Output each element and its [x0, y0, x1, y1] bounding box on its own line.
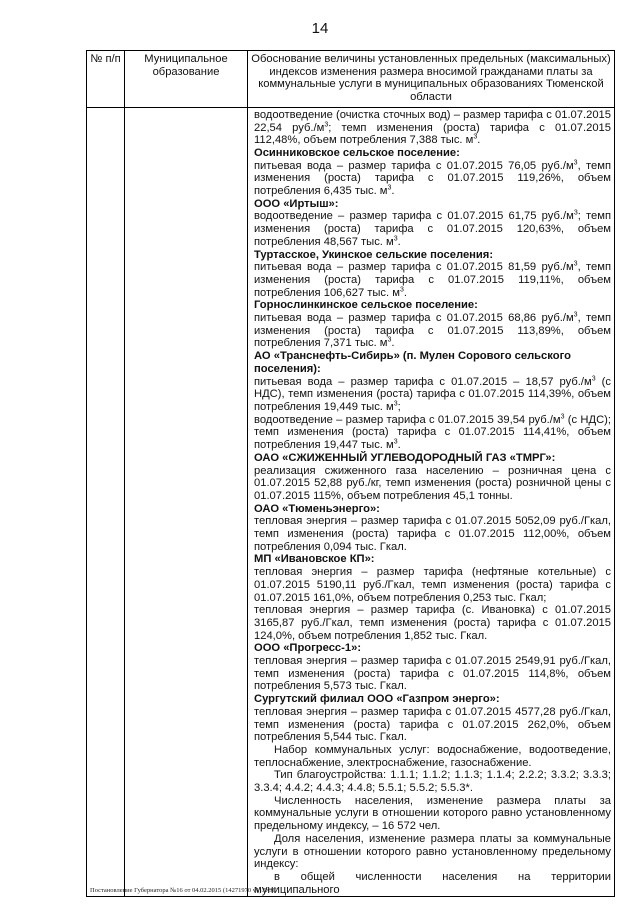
tariff-paragraph: тепловая энергия – размер тарифа с 01.07.2015 5052,09 руб./Гкал, темп изменения (роста) тарифа с 01.07.2015 112,00%, объем потребления 0,094 тыс. Гкал. [254, 515, 611, 553]
organization-heading: ОАО «Тюменьэнерго»: [254, 502, 380, 515]
page-number: 14 [311, 20, 329, 37]
organization-heading: ООО «Иртыш»: [254, 197, 339, 210]
tariff-paragraph: Набор коммунальных услуг: водоснабжение, водоотведение, теплоснабжение, электроснабжение, газоснабжение. [254, 743, 611, 769]
organization-heading: Осинниковское сельское поселение: [254, 146, 460, 159]
justification-cell [248, 107, 615, 897]
tariff-paragraph: тепловая энергия – размер тарифа с 01.07.2015 2549,91 руб./Гкал, темп изменения (роста) тарифа с 01.07.2015 114,8%, объем потребления 5,573 тыс. Гкал. [254, 655, 611, 693]
table-row [87, 107, 615, 897]
tariff-paragraph: водоотведение (очистка сточных вод) – размер тарифа с 01.07.2015 22,54 $руб./м^3$; темп изменения (роста) тарифа с 01.07.2015 112,48%, объем потребления 7,388 тыс. $м^3$. [254, 108, 611, 147]
tariff-paragraph: тепловая энергия – размер тарифа (с. Ивановка) с 01.07.2015 3165,87 руб./Гкал, темп изменения (роста) тарифа с 01.07.2015 124,0%, объем потребления 1,852 тыс. Гкал. [254, 604, 611, 642]
number-cell [87, 107, 125, 897]
municipality-cell [125, 107, 248, 897]
tariff-paragraph: питьевая вода – размер тарифа с 01.07.2015 81,59 $руб./м^3$, темп изменения (роста) тарифа с 01.07.2015 119,11%, объем потребления 106,627 тыс. $м^3$. [254, 260, 612, 299]
tariff-paragraph: водоотведение – размер тарифа с 01.07.2015 61,75 $руб./м^3$; темп изменения (роста) тарифа с 01.07.2015 120,63%, объем потребления 48,567 тыс. $м^3$. [254, 209, 612, 248]
column-header-number: № п/п [87, 51, 125, 108]
tariff-paragraph: Доля населения, изменение размера платы за коммунальные услуги в отношении которого равно установленному предельному индексу: [254, 832, 611, 871]
column-header-justification: Обоснование величины установленных предельных (максимальных) индексов изменения размера вносимой гражданами платы за коммунальные услуги в муниципальных образованиях Тюменской области [248, 51, 615, 108]
tariff-paragraph: тепловая энергия – размер тарифа (нефтяные котельные) с 01.07.2015 5190,11 руб./Гкал, темп изменения (роста) тарифа с 01.07.2015 161,0%, объем потребления 0,253 тыс. Гкал; [254, 566, 611, 604]
table-header-row [87, 51, 615, 108]
tariff-paragraph: питьевая вода – размер тарифа с 01.07.2015 76,05 $руб./м^3$, темп изменения (роста) тарифа с 01.07.2015 119,26%, объем потребления 6,435 тыс. $м^3$. [254, 158, 612, 198]
tariff-paragraph: тепловая энергия – размер тарифа с 01.07.2015 4577,28 руб./Гкал, темп изменения (роста) тарифа с 01.07.2015 262,0%, объем потребления 5,544 тыс. Гкал. [254, 705, 611, 744]
tariff-paragraph: в общей численности населения на территории муниципального [254, 871, 611, 896]
tariff-paragraph: Тип благоустройства: 1.1.1; 1.1.2; 1.1.3; 1.1.4; 2.2.2; 3.3.2; 3.3.3; 3.3.4; 4.4.2; 4.4.3; 4.4.8; 5.5.1; 5.5.2; 5.5.3*. [254, 769, 611, 795]
organization-heading: ОАО «СЖИЖЕННЫЙ УГЛЕВОДОРОДНЫЙ ГАЗ «ТМРГ»: [254, 451, 556, 464]
tariff-paragraph: питьевая вода – размер тарифа с 01.07.2015 68,86 $руб./м^3$, темп изменения (роста) тарифа с 01.07.2015 113,89%, объем потребления 7,371 тыс. $м^3$. [254, 311, 612, 350]
tariff-paragraph: Численность населения, изменение размера платы за коммунальные услуги в отношении которого равно установленному предельному индексу, – 16 572 чел. [254, 794, 611, 833]
tariff-paragraph: водоотведение – размер тарифа с 01.07.2015 39,54 $руб./м^3$ (с НДС); темп изменения (роста) тарифа с 01.07.2015 114,41%, объем потребления 19,447 тыс. $м^3$. [254, 412, 611, 452]
organization-heading: МП «Ивановское КП»: [254, 553, 375, 566]
document-footer: Постановление Губернатора №16 от 04.02.2015 (14271970 v1).DOC [90, 887, 277, 894]
column-header-municipality: Муниципальное образование [125, 51, 248, 108]
organization-heading: Туртасское, Укинское сельские поселения: [254, 248, 494, 261]
tariff-paragraph: реализация сжиженного газа населению – розничная цена с 01.07.2015 52,88 руб./кг, темп изменения (роста) розничной цены с 01.07.2015 115%, объем потребления 45,1 тонны. [254, 464, 611, 502]
organization-heading: Горнослинкинское сельское поселение: [254, 299, 478, 312]
organization-heading: ООО «Прогресс-1»: [254, 642, 362, 655]
tariff-justification-table [86, 50, 615, 897]
tariff-paragraph: питьевая вода – размер тарифа с 01.07.2015 – 18,57 $руб./м^3$ (с НДС), темп изменения (роста) тарифа с 01.07.2015 114,39%, объем потребления 19,449 тыс. $м^3$; [254, 374, 611, 413]
organization-heading: Сургутский филиал ООО «Газпром энерго»: [254, 693, 500, 706]
organization-heading: АО «Транснефть-Сибирь» (п. Мулен Сорового сельского поселения): [254, 350, 571, 375]
